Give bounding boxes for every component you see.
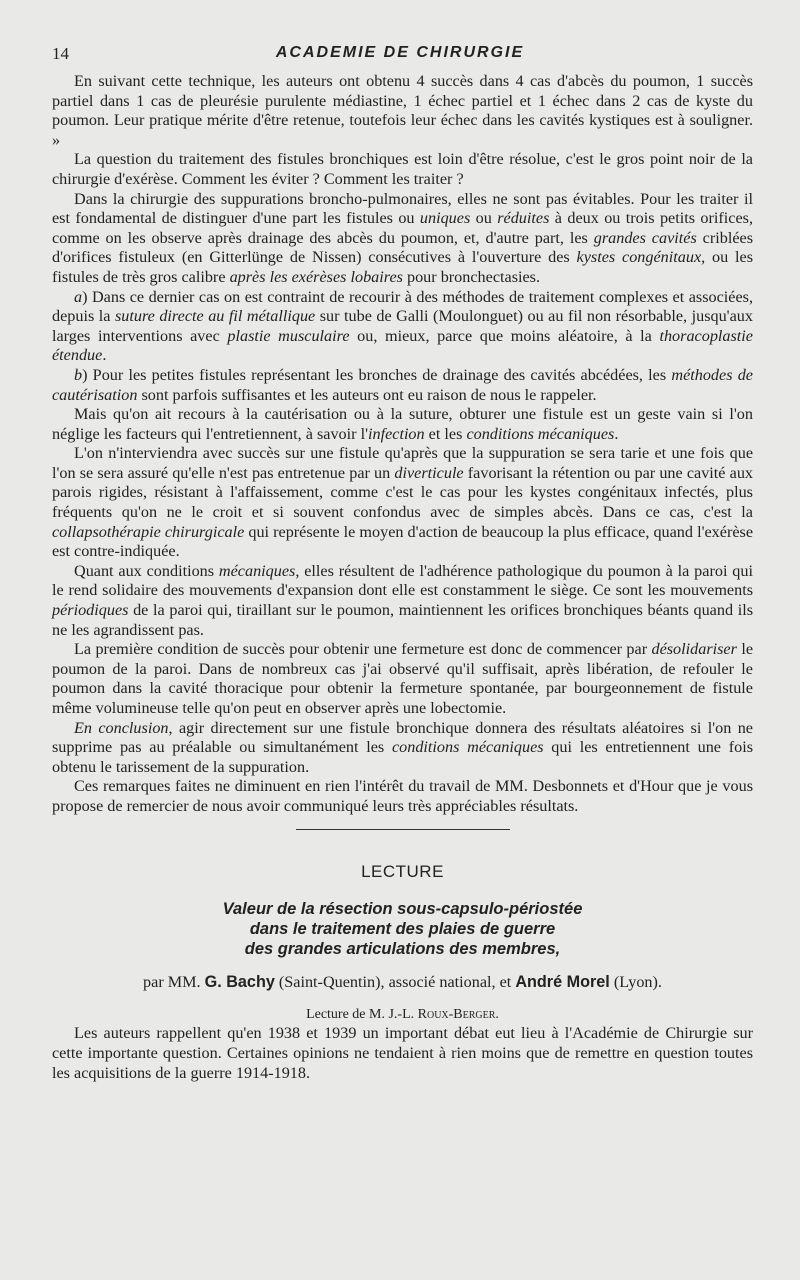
paragraph-point-b: b) Pour les petites fistules représentant les bronches de drainage des cavités abcédées, les méthodes de cautérisation sont parfois suffisantes et les auteurs ont eu raison de nous le rappeler.: [52, 365, 753, 404]
page-header: [52, 44, 748, 68]
paragraph-point-a: a) Dans ce dernier cas on est contraint de recourir à des méthodes de traitement complexes et associées, depuis la suture directe au fil métallique sur tube de Galli (Moulonguet) ou au fil non résorbable, jusqu'aux larges interventions avec plastie musculaire ou, mieux, parce que moins aléatoire, à la thoracoplastie étendue.: [52, 287, 753, 365]
article-body: [52, 72, 753, 1083]
paragraph-fistula-types: Dans la chirurgie des suppurations broncho-pulmonaires, elles ne sont pas évitables. Pour les traiter il est fondamental de distinguer d'une part les fistules ou uniques ou réduites à deux ou trois petits orifices, comme on les observe après drainage des abcès du poumon, et, d'autre part, les grandes cavités criblées d'orifices fistuleux (en Gitterlünge de Nissen) consécutives à l'ouverture des kystes congénitaux, ou les fistules de très gros calibre après les exérèses lobaires pour bronchectasies.: [52, 189, 754, 286]
reader-credit: Lecture de M. J.-L. Roux-Berger.: [306, 1006, 499, 1022]
paragraph-conclusion: En conclusion, agir directement sur une fistule bronchique donnera des résultats aléatoires si l'on ne supprime pas au préalable ou simultanément les conditions mécaniques qui les entretiennent une fois obtenu le tarissement de la suppuration.: [52, 718, 753, 776]
reader-name: Roux-Berger: [417, 1006, 496, 1022]
running-head: ACADEMIE DE CHIRURGIE: [275, 44, 525, 61]
lecture-title-line: des grandes articulations des membres,: [244, 940, 561, 959]
page-number: 14: [52, 44, 69, 63]
section-heading-lecture: LECTURE: [361, 861, 444, 881]
author-name: André Morel: [515, 973, 610, 992]
lecture-title-line: Valeur de la résection sous-capsulo-périostée: [222, 900, 583, 919]
lecture-title-line: dans le traitement des plaies de guerre: [249, 920, 556, 939]
author-byline: par MM. G. Bachy (Saint-Quentin), associé national, et André Morel (Lyon).: [143, 973, 662, 992]
paragraph-cauterisation: Mais qu'on ait recours à la cautérisation ou à la suture, obturer une fistule est un geste vain si l'on néglige les facteurs qui l'entretiennent, à savoir l'infection et les conditions mécaniques.: [52, 405, 753, 443]
paragraph-results-quote: En suivant cette technique, les auteurs ont obtenu 4 succès dans 4 cas d'abcès du poumon, 1 succès partiel dans 1 cas de pleurésie purulente médiastine, 1 échec partiel et 1 échec dans 2 cas de kyste du poumon. Leur pratique mérite d'être retenue, toutefois leur échec dans les cavités kystiques est à souligner. »: [52, 72, 753, 149]
paragraph-first-condition: La première condition de succès pour obtenir une fermeture est donc de commencer par désolidariser le poumon de la paroi. Dans de nombreux cas j'ai observé qu'il suffisait, après libération, de refouler le poumon dans la cavité thoracique pour obtenir la fermeture spontanée, par bourgeonnement de fistule même volumineuse telle qu'on peut en observer après une lobectomie.: [52, 640, 753, 717]
author-name: G. Bachy: [204, 973, 275, 992]
paragraph-closing-remarks: Ces remarques faites ne diminuent en rien l'intérêt du travail de MM. Desbonnets et d'Hour que je vous propose de remercier de nous avoir communiqué leurs très appréciables résultats.: [52, 777, 753, 815]
paragraph-mechanical-conditions: Quant aux conditions mécaniques, elles résultent de l'adhérence pathologique du poumon à la paroi qui le rend solidaire des mouvements d'expansion dont elle est constamment le siège. Ce sont les mouvements périodiques de la paroi qui, tiraillant sur le poumon, maintiennent les orifices bronchiques béants quand ils ne les agrandissent pas.: [52, 561, 753, 639]
paragraph-intervention: L'on n'interviendra avec succès sur une fistule qu'après que la suppuration se sera tarie et une fois que l'on se sera assuré qu'elle n'est pas entretenue par un diverticule favorisant la rétention ou par une cavité aux parois rigides, résistant à l'affaissement, comme c'est le cas pour les kystes congénitaux infectés, plus fréquents qu'on ne le croit et si souvent confondus avec de simples abcès. Dans ce cas, c'est la collapsothérapie chirurgicale qui représente le moyen d'action de beaucoup la plus efficace, quand l'exérèse est contre-indiquée.: [52, 444, 754, 561]
lecture-title: [52, 899, 753, 959]
section-divider: [296, 829, 510, 830]
paragraph-fistula-question: La question du traitement des fistules bronchiques est loin d'être résolue, c'est le gros point noir de la chirurgie d'exérèse. Comment les éviter ? Comment les traiter ?: [52, 150, 753, 188]
lecture-abstract: Les auteurs rappellent qu'en 1938 et 1939 un important débat eut lieu à l'Académie de Chirurgie sur cette importante question. Certaines opinions ne tendaient à rien moins que de remettre en question toutes les acquisitions de la guerre 1914-1918.: [52, 1024, 753, 1082]
